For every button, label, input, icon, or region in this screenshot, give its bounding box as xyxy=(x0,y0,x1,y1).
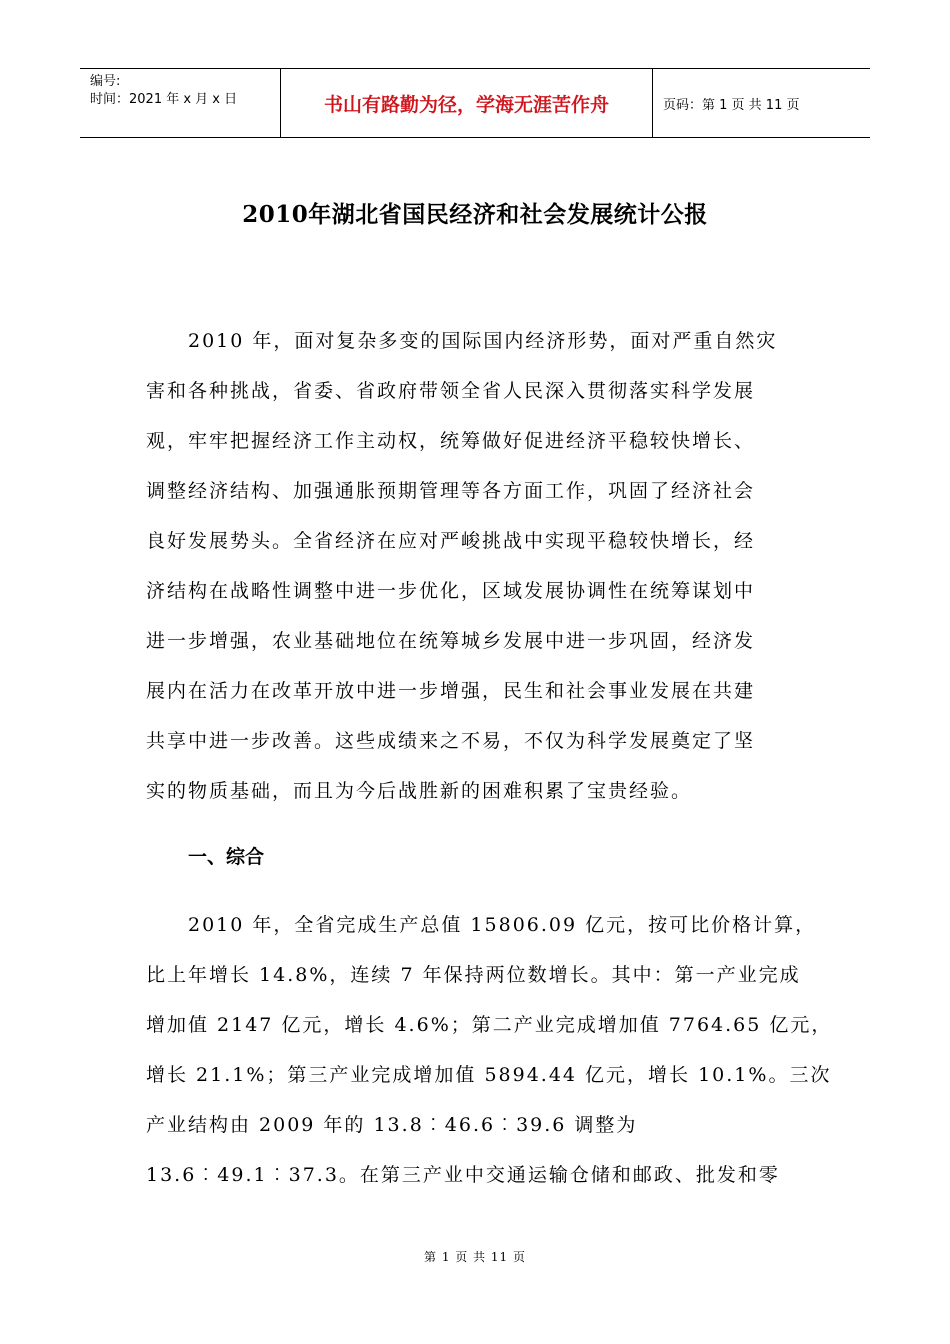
page-footer: 第 1 页 共 11 页 xyxy=(424,1250,526,1264)
paragraph-line: 济结构在战略性调整中进一步优化，区域发展协调性在统筹谋划中 xyxy=(146,580,756,602)
paragraph-line: 增加值 2147 亿元，增长 4.6%；第二产业完成增加值 7764.65 亿元， xyxy=(146,1014,833,1036)
paragraph-line: 共享中进一步改善。这些成绩来之不易，不仅为科学发展奠定了坚 xyxy=(146,730,756,752)
header-meta xyxy=(80,69,281,137)
document-header xyxy=(80,68,870,138)
date-line: 时间：2021 年 x 月 x 日 xyxy=(90,92,238,107)
paragraph-line: 观，牢牢把握经济工作主动权，统筹做好促进经济平稳较快增长、 xyxy=(146,430,756,452)
paragraph-line: 调整经济结构、加强通胀预期管理等各方面工作，巩固了经济社会 xyxy=(146,480,756,502)
section-heading: 一、综合 xyxy=(188,846,265,868)
paragraph-line: 13.6︰49.1︰37.3。在第三产业中交通运输仓储和邮政、批发和零 xyxy=(146,1164,780,1186)
paragraph-line: 2010 年，全省完成生产总值 15806.09 亿元，按可比价格计算， xyxy=(188,914,817,936)
paragraph-line: 进一步增强，农业基础地位在统筹城乡发展中进一步巩固，经济发 xyxy=(146,630,756,652)
header-motto: 书山有路勤为径，学海无涯苦作舟 xyxy=(281,69,653,137)
paragraph-line: 良好发展势头。全省经济在应对严峻挑战中实现平稳较快增长，经 xyxy=(146,530,756,552)
paragraph-line: 产业结构由 2009 年的 13.8︰46.6︰39.6 调整为 xyxy=(146,1114,638,1136)
paragraph-line: 2010 年，面对复杂多变的国际国内经济形势，面对严重自然灾 xyxy=(188,330,778,352)
paragraph-line: 增长 21.1%；第三产业完成增加值 5894.44 亿元，增长 10.1%。三次 xyxy=(146,1064,832,1086)
intro-paragraph xyxy=(146,316,806,816)
paragraph-line: 害和各种挑战，省委、省政府带领全省人民深入贯彻落实科学发展 xyxy=(146,380,756,402)
paragraph-line: 比上年增长 14.8%，连续 7 年保持两位数增长。其中：第一产业完成 xyxy=(146,964,801,986)
section1-paragraph xyxy=(146,900,833,1200)
paragraph-line: 实的物质基础，而且为今后战胜新的困难积累了宝贵经验。 xyxy=(146,780,693,802)
number-label: 编号: xyxy=(90,74,121,89)
paragraph-line: 展内在活力在改革开放中进一步增强，民生和社会事业发展在共建 xyxy=(146,680,756,702)
header-page-info: 页码：第 1 页 共 11 页 xyxy=(663,97,800,113)
document-title: 2010年湖北省国民经济和社会发展统计公报 xyxy=(242,201,708,228)
